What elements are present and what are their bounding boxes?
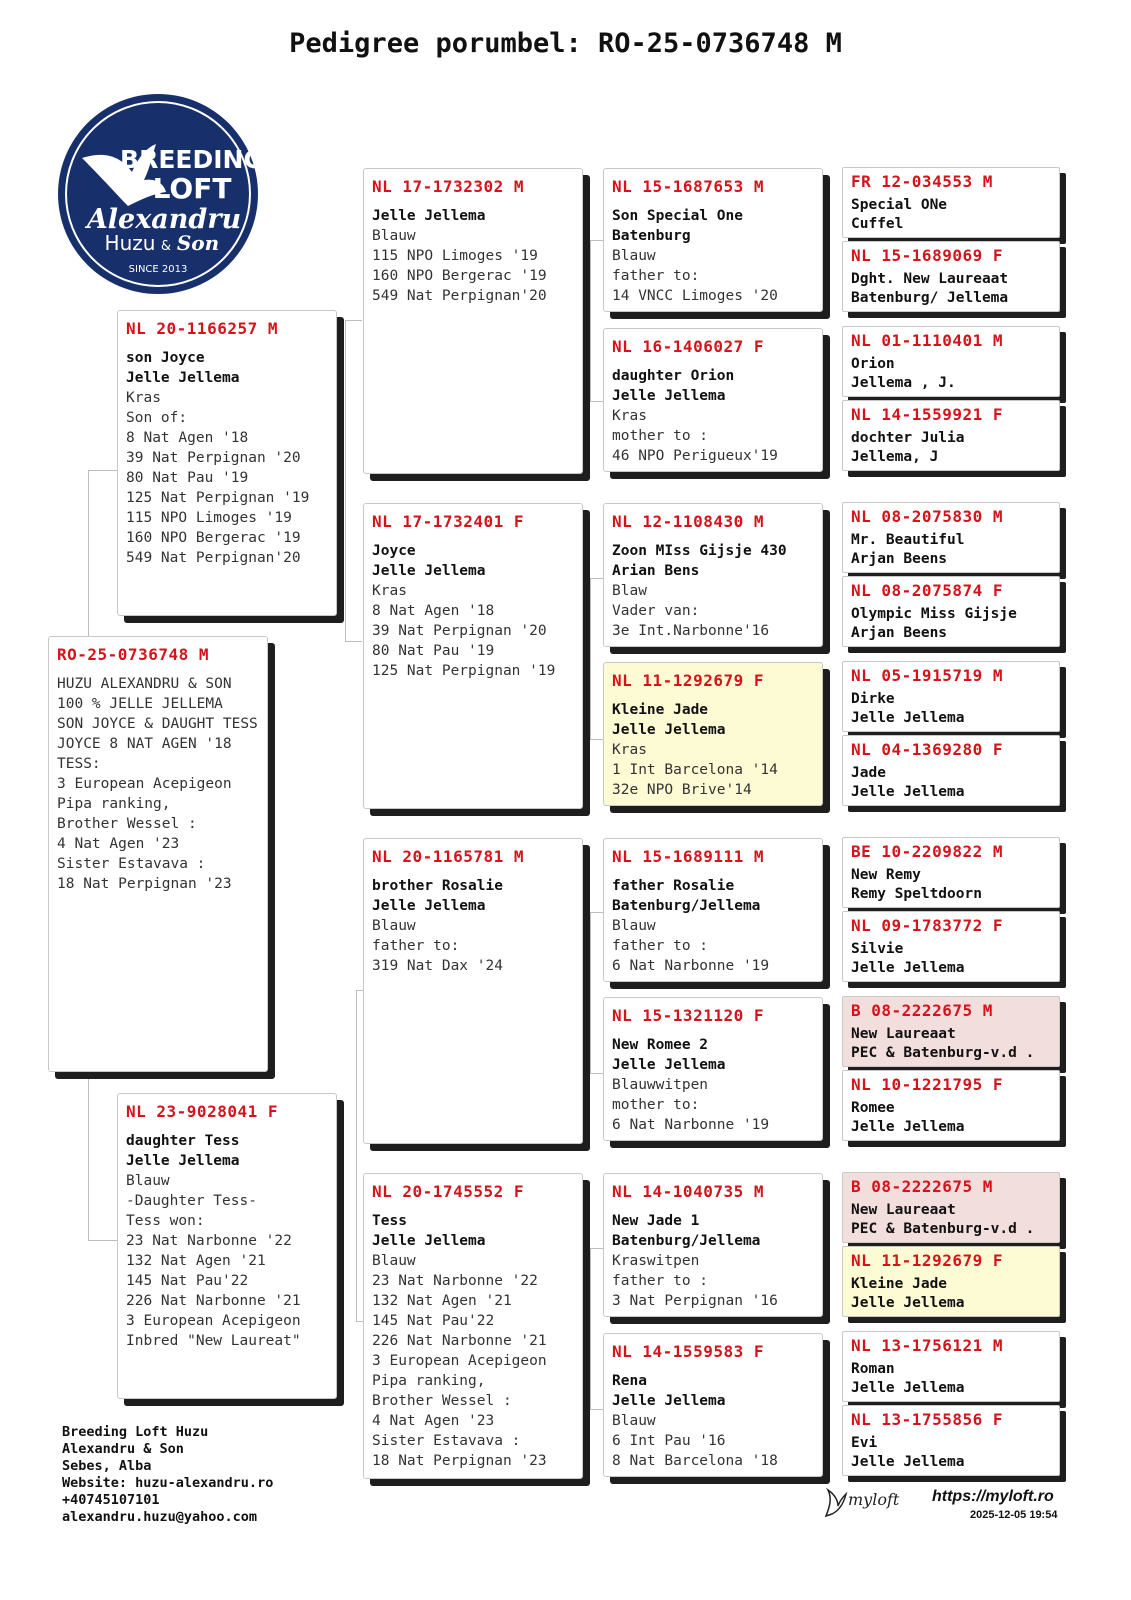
gp-line: Blauw [372,228,416,244]
logo-name: Huzu [104,231,156,255]
gggp-name: Silvie [851,941,904,957]
gggp-name: Orion [851,356,895,372]
great-grandparent-card[interactable] [603,1173,823,1317]
gggp-card[interactable] [842,735,1060,806]
gp-name: Tess [372,1213,407,1229]
gggp-breeder: Jelle Jellema [851,1380,965,1396]
footer-website[interactable]: Website: huzu-alexandru.ro [62,1475,274,1491]
gggp-breeder: PEC & Batenburg-v.d . [851,1221,1035,1237]
logo-son: Son [176,231,220,255]
sire-card[interactable] [117,310,337,616]
gggp-ring: B 08-2222675 M [851,1001,993,1020]
gggp-name: Mr. Beautiful [851,532,965,548]
gggp-name: dochter Julia [851,430,965,446]
gp-line: 39 Nat Perpignan '20 [372,623,547,639]
gggp-ring: NL 14-1559921 F [851,405,1003,424]
gp-line: Pipa ranking, [372,1373,486,1389]
gggp-ring: B 08-2222675 M [851,1177,993,1196]
gggp-breeder: Jellema , J. [851,375,956,391]
gggp-ring: NL 05-1915719 M [851,666,1003,685]
subject-line: JOYCE 8 NAT AGEN '18 [57,736,232,752]
connector-sire [345,320,362,642]
gp-line: 160 NPO Bergerac '19 [372,268,547,284]
logo-script: Alexandru [86,204,242,235]
gggp-ring: NL 08-2075830 M [851,507,1003,526]
gggp-breeder: Jelle Jellema [851,960,965,976]
ggp-name: Rena [612,1373,647,1389]
ggp-breeder: Jelle Jellema [612,1393,726,1409]
gp-line: Blauw [372,1253,416,1269]
ggp-line: 6 Int Pau '16 [612,1433,726,1449]
myloft-bird-icon [822,1486,848,1520]
subject-line: HUZU ALEXANDRU & SON [57,676,232,692]
dam-line: -Daughter Tess- [126,1193,257,1209]
ggp-line: 46 NPO Perigueux'19 [612,448,778,464]
gggp-breeder: Cuffel [851,216,904,232]
gggp-breeder: Batenburg/ Jellema [851,290,1009,306]
gggp-ring: NL 13-1755856 F [851,1410,1003,1429]
sire-line: 39 Nat Perpignan '20 [126,450,301,466]
footer-line: Sebes, Alba [62,1458,152,1474]
grandparent-card[interactable] [363,1173,583,1479]
ggp-ring: NL 15-1689111 M [612,847,764,866]
gp-line: 3 European Acepigeon [372,1353,547,1369]
gp-name: Jelle Jellema [372,208,486,224]
subject-line: 4 Nat Agen '23 [57,836,180,852]
great-grandparent-card[interactable] [603,328,823,472]
gggp-breeder: Arjan Beens [851,551,948,567]
subject-line: 3 European Acepigeon [57,776,232,792]
gggp-card[interactable] [842,837,1060,908]
dam-line: 145 Nat Pau'22 [126,1273,249,1289]
gp-line: 80 Nat Pau '19 [372,643,495,659]
great-grandparent-card-highlighted[interactable] [603,662,823,806]
gggp-card[interactable] [842,1405,1060,1476]
gggp-name: Special ONe [851,197,948,213]
gggp-name: Romee [851,1100,895,1116]
gp-line: 4 Nat Agen '23 [372,1413,495,1429]
ggp-name: Kleine Jade [612,702,709,718]
footer-email[interactable]: alexandru.huzu@yahoo.com [62,1509,258,1525]
subject-line: Sister Estavava : [57,856,206,872]
ggp-ring: NL 16-1406027 F [612,337,764,356]
great-grandparent-card[interactable] [603,997,823,1141]
gggp-card[interactable] [842,1070,1060,1141]
sire-ring: NL 20-1166257 M [126,319,278,338]
gggp-breeder: Jelle Jellema [851,1454,965,1470]
ggp-line: 1 Int Barcelona '14 [612,762,778,778]
gggp-card[interactable] [842,167,1060,238]
sire-line: 115 NPO Limoges '19 [126,510,292,526]
gp-line: Kras [372,583,407,599]
sire-line: 8 Nat Agen '18 [126,430,249,446]
dam-line: Blauw [126,1173,170,1189]
footer-line: Breeding Loft Huzu [62,1424,209,1440]
gp-name: brother Rosalie [372,878,503,894]
gggp-breeder: Jelle Jellema [851,1295,965,1311]
great-grandparent-card[interactable] [603,1333,823,1477]
gggp-ring: NL 15-1689069 F [851,246,1003,265]
subject-ring: RO-25-0736748 M [57,645,209,664]
ggp-name: Son Special One [612,208,743,224]
gggp-breeder: Jelle Jellema [851,784,965,800]
ggp-ring: NL 15-1321120 F [612,1006,764,1025]
ggp-breeder: Batenburg [612,228,691,244]
gp-breeder: Jelle Jellema [372,1233,486,1249]
ggp-name: New Jade 1 [612,1213,700,1229]
ggp-line: 3e Int.Narbonne'16 [612,623,770,639]
ggp-ring: NL 15-1687653 M [612,177,764,196]
gggp-breeder: Jelle Jellema [851,1119,965,1135]
dam-line: Inbred "New Laureat" [126,1333,301,1349]
gp-ring: NL 17-1732401 F [372,512,524,531]
gggp-name: Evi [851,1435,878,1451]
gggp-breeder: Remy Speltdoorn [851,886,982,902]
contact-footer [62,1424,273,1526]
gggp-card[interactable] [842,502,1060,573]
gggp-card[interactable] [842,661,1060,732]
gp-line: 23 Nat Narbonne '22 [372,1273,538,1289]
ggp-line: Kras [612,408,647,424]
gggp-name: New Remy [851,867,921,883]
ggp-breeder: Jelle Jellema [612,1057,726,1073]
gp-ring: NL 20-1745552 F [372,1182,524,1201]
ggp-line: 6 Nat Narbonne '19 [612,958,770,974]
great-grandparent-card[interactable] [603,168,823,312]
gp-ring: NL 17-1732302 M [372,177,524,196]
gp-line: Sister Estavava : [372,1433,521,1449]
breeding-loft-logo [52,88,264,300]
ggp-line: Blaw [612,583,647,599]
ggp-line: 8 Nat Barcelona '18 [612,1453,778,1469]
subject-line: TESS: [57,756,101,772]
ggp-line: father to: [612,268,700,284]
dam-line: 23 Nat Narbonne '22 [126,1233,292,1249]
footer-line: Alexandru & Son [62,1441,184,1457]
myloft-name: myloft [848,1490,900,1509]
subject-line: 100 % JELLE JELLEMA [57,696,223,712]
sire-name: son Joyce [126,350,205,366]
ggp-ring: NL 14-1040735 M [612,1182,764,1201]
gp-line: Blauw [372,918,416,934]
gggp-name: Dirke [851,691,895,707]
gp-line: 125 Nat Perpignan '19 [372,663,556,679]
gggp-ring: NL 09-1783772 F [851,916,1003,935]
myloft-branding [822,1486,1062,1526]
ggp-line: father to : [612,1273,709,1289]
ggp-line: Blauw [612,248,656,264]
sire-line: 80 Nat Pau '19 [126,470,249,486]
ggp-ring: NL 11-1292679 F [612,671,764,690]
dam-breeder: Jelle Jellema [126,1153,240,1169]
grandparent-card[interactable] [363,838,583,1144]
ggp-line: 3 Nat Perpignan '16 [612,1293,778,1309]
gggp-card-highlighted[interactable] [842,1246,1060,1317]
gggp-name: New Laureaat [851,1026,956,1042]
dam-line: 132 Nat Agen '21 [126,1253,266,1269]
gggp-breeder: PEC & Batenburg-v.d . [851,1045,1035,1061]
ggp-breeder: Jelle Jellema [612,388,726,404]
gggp-ring: FR 12-034553 M [851,172,993,191]
gggp-name: Dght. New Laureaat [851,271,1009,287]
gggp-name: Olympic Miss Gijsje [851,606,1017,622]
gggp-card[interactable] [842,241,1060,312]
myloft-url[interactable]: https://myloft.ro [932,1488,1054,1505]
dam-line: Tess won: [126,1213,205,1229]
logo-line2: LOFT [152,172,232,205]
gggp-breeder: Arjan Beens [851,625,948,641]
subject-notes [57,674,267,894]
gggp-name: Roman [851,1361,895,1377]
dam-card[interactable] [117,1093,337,1399]
sire-line: Kras [126,390,161,406]
gggp-card-highlighted[interactable] [842,1172,1060,1243]
subject-line: Pipa ranking, [57,796,171,812]
ggp-line: Kras [612,742,647,758]
gp-line: 226 Nat Narbonne '21 [372,1333,547,1349]
dam-line: 3 European Acepigeon [126,1313,301,1329]
gp-breeder: Jelle Jellema [372,563,486,579]
dam-ring: NL 23-9028041 F [126,1102,278,1121]
gggp-card-highlighted[interactable] [842,996,1060,1067]
gp-name: Joyce [372,543,416,559]
sire-line: 549 Nat Perpignan'20 [126,550,301,566]
gggp-ring: NL 11-1292679 F [851,1251,1003,1270]
gggp-card[interactable] [842,326,1060,397]
gggp-ring: BE 10-2209822 M [851,842,1003,861]
gggp-breeder: Jellema, J [851,449,939,465]
sire-line: 125 Nat Perpignan '19 [126,490,310,506]
gp-line: 145 Nat Pau'22 [372,1313,495,1329]
gggp-ring: NL 10-1221795 F [851,1075,1003,1094]
gggp-ring: NL 01-1110401 M [851,331,1003,350]
gggp-ring: NL 13-1756121 M [851,1336,1003,1355]
dam-line: 226 Nat Narbonne '21 [126,1293,301,1309]
connector-dam-bottom [88,1240,118,1241]
logo-amp: & [160,239,172,254]
ggp-name: New Romee 2 [612,1037,709,1053]
ggp-line: Blauwwitpen [612,1077,709,1093]
gp-line: 18 Nat Perpignan '23 [372,1453,547,1469]
ggp-breeder: Jelle Jellema [612,722,726,738]
subject-card[interactable] [48,636,268,1072]
ggp-line: Vader van: [612,603,700,619]
logo-line1: BREEDING [120,145,264,174]
ggp-line: mother to: [612,1097,700,1113]
gggp-card[interactable] [842,400,1060,471]
subject-line: SON JOYCE & DAUGHT TESS [57,716,258,732]
logo-since: SINCE 2013 [128,264,188,275]
gp-breeder: Jelle Jellema [372,898,486,914]
ggp-line: mother to : [612,428,709,444]
gp-line: Brother Wessel : [372,1393,512,1409]
page-title: Pedigree porumbel: RO-25-0736748 M [289,28,842,59]
gp-ring: NL 20-1165781 M [372,847,524,866]
gp-line: 319 Nat Dax '24 [372,958,503,974]
subject-line: 18 Nat Perpignan '23 [57,876,232,892]
ggp-name: Zoon MIss Gijsje 430 [612,543,787,559]
print-date: 2025-12-05 19:54 [970,1509,1058,1521]
sire-breeder: Jelle Jellema [126,370,240,386]
gggp-ring: NL 04-1369280 F [851,740,1003,759]
ggp-line: 14 VNCC Limoges '20 [612,288,778,304]
great-grandparent-card[interactable] [603,503,823,647]
gggp-card[interactable] [842,911,1060,982]
ggp-ring: NL 12-1108430 M [612,512,764,531]
ggp-line: 6 Nat Narbonne '19 [612,1117,770,1133]
ggp-line: Blauw [612,918,656,934]
gp-line: 132 Nat Agen '21 [372,1293,512,1309]
gp-line: 8 Nat Agen '18 [372,603,495,619]
gggp-card[interactable] [842,576,1060,647]
gggp-breeder: Jelle Jellema [851,710,965,726]
grandparent-card[interactable] [363,503,583,809]
ggp-line: 32e NPO Brive'14 [612,782,752,798]
gggp-name: Kleine Jade [851,1276,948,1292]
ggp-line: father to : [612,938,709,954]
ggp-breeder: Batenburg/Jellema [612,898,761,914]
ggp-breeder: Arian Bens [612,563,700,579]
footer-phone: +40745107101 [62,1492,160,1508]
sire-line: Son of: [126,410,188,426]
subject-line: Brother Wessel : [57,816,197,832]
ggp-line: Blauw [612,1413,656,1429]
connector-sire-top [88,470,118,471]
gggp-name: New Laureaat [851,1202,956,1218]
great-grandparent-card[interactable] [603,838,823,982]
gggp-ring: NL 08-2075874 F [851,581,1003,600]
grandparent-card[interactable] [363,168,583,474]
gp-line: father to: [372,938,460,954]
sire-line: 160 NPO Bergerac '19 [126,530,301,546]
ggp-name: daughter Orion [612,368,735,384]
ggp-ring: NL 14-1559583 F [612,1342,764,1361]
ggp-line: Kraswitpen [612,1253,700,1269]
gp-line: 549 Nat Perpignan'20 [372,288,547,304]
ggp-breeder: Batenburg/Jellema [612,1233,761,1249]
dam-name: daughter Tess [126,1133,240,1149]
ggp-name: father Rosalie [612,878,735,894]
gggp-name: Jade [851,765,886,781]
gp-line: 115 NPO Limoges '19 [372,248,538,264]
gggp-card[interactable] [842,1331,1060,1402]
